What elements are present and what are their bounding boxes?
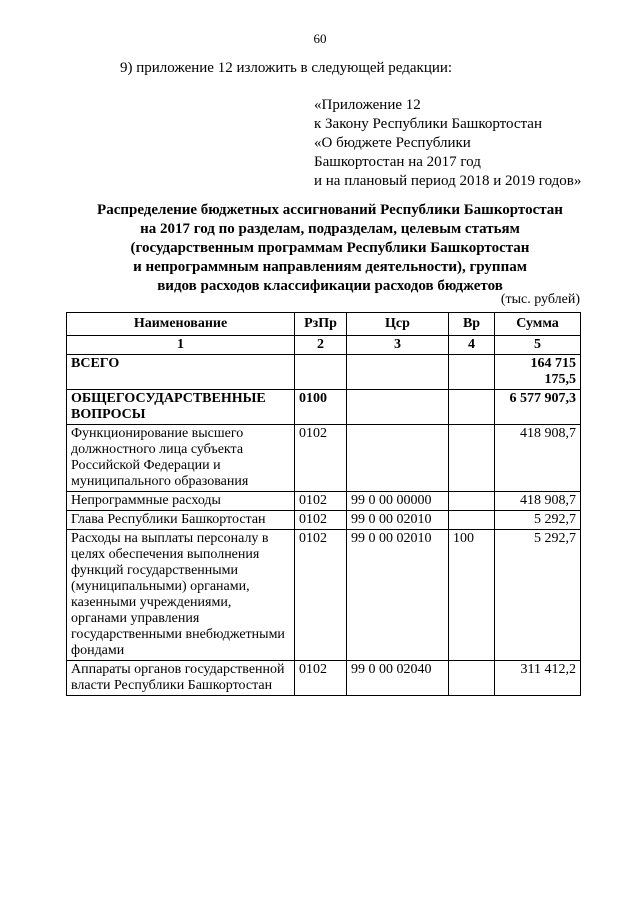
appendix-line: и на плановый период 2018 и 2019 годов»	[314, 173, 582, 189]
appendix-line: Башкортостан на 2017 год	[314, 154, 481, 170]
cell-rzpr: 0102	[295, 492, 347, 511]
column-number: 2	[295, 336, 347, 355]
table-row	[67, 492, 581, 511]
cell-csr	[347, 390, 449, 425]
table-row	[67, 390, 581, 425]
table-row	[67, 511, 581, 530]
intro-text: 9) приложение 12 изложить в следующей редакции:	[120, 60, 453, 76]
cell-vr	[449, 355, 495, 390]
cell-name: Расходы на выплаты персоналу в целях обеспечения выполнения функций государственными (муниципальными) органами, казенными учреждениями, органами управления государственными внебюджетными фондами	[67, 530, 295, 661]
table-row	[67, 355, 581, 390]
document-title	[60, 201, 600, 296]
cell-csr	[347, 355, 449, 390]
cell-name: ОБЩЕГОСУДАРСТВЕННЫЕ ВОПРОСЫ	[67, 390, 295, 425]
cell-rzpr: 0102	[295, 530, 347, 661]
cell-rzpr: 0100	[295, 390, 347, 425]
table-row	[67, 661, 581, 696]
cell-vr	[449, 425, 495, 492]
cell-csr	[347, 425, 449, 492]
column-number: 1	[67, 336, 295, 355]
title-line: (государственным программам Республики Башкортостан	[130, 240, 530, 256]
cell-sum: 418 908,7	[495, 492, 581, 511]
title-line: видов расходов классификации расходов бюджетов	[157, 278, 503, 294]
column-number: 3	[347, 336, 449, 355]
cell-name: Непрограммные расходы	[67, 492, 295, 511]
column-number: 4	[449, 336, 495, 355]
header-csr: Цср	[347, 313, 449, 336]
cell-vr: 100	[449, 530, 495, 661]
appendix-line: «Приложение 12	[314, 97, 421, 113]
header-vr: Вр	[449, 313, 495, 336]
cell-sum: 5 292,7	[495, 530, 581, 661]
appendix-line: к Закону Республики Башкортостан	[314, 116, 542, 132]
cell-sum: 6 577 907,3	[495, 390, 581, 425]
column-number: 5	[495, 336, 581, 355]
cell-rzpr: 0102	[295, 661, 347, 696]
table-header-row	[67, 313, 581, 336]
cell-csr: 99 0 00 02010	[347, 530, 449, 661]
header-rzpr: РзПр	[295, 313, 347, 336]
cell-vr	[449, 492, 495, 511]
cell-name: ВСЕГО	[67, 355, 295, 390]
cell-csr: 99 0 00 02010	[347, 511, 449, 530]
cell-sum: 164 715 175,5	[495, 355, 581, 390]
cell-sum: 5 292,7	[495, 511, 581, 530]
page-number: 60	[313, 31, 327, 46]
title-line: и непрограммным направлениям деятельности), группам	[133, 259, 527, 275]
appendix-line: «О бюджете Республики	[314, 135, 471, 151]
header-sum: Сумма	[495, 313, 581, 336]
appendix-reference	[314, 96, 581, 191]
cell-name: Функционирование высшего должностного лица субъекта Российской Федерации и муниципального образования	[67, 425, 295, 492]
cell-rzpr	[295, 355, 347, 390]
cell-rzpr: 0102	[295, 511, 347, 530]
column-number-row	[67, 336, 581, 355]
table-row	[67, 530, 581, 661]
cell-vr	[449, 661, 495, 696]
table-row	[67, 425, 581, 492]
cell-name: Аппараты органов государственной власти Республики Башкортостан	[67, 661, 295, 696]
budget-table	[66, 312, 581, 696]
cell-csr: 99 0 00 02040	[347, 661, 449, 696]
table-body	[67, 355, 581, 696]
cell-csr: 99 0 00 00000	[347, 492, 449, 511]
cell-rzpr: 0102	[295, 425, 347, 492]
units-note: (тыс. рублей)	[500, 292, 580, 307]
cell-sum: 311 412,2	[495, 661, 581, 696]
cell-sum: 418 908,7	[495, 425, 581, 492]
title-line: на 2017 год по разделам, подразделам, целевым статьям	[140, 221, 520, 237]
cell-vr	[449, 511, 495, 530]
header-name: Наименование	[67, 313, 295, 336]
cell-name: Глава Республики Башкортостан	[67, 511, 295, 530]
title-line: Распределение бюджетных ассигнований Республики Башкортостан	[97, 202, 563, 218]
cell-vr	[449, 390, 495, 425]
